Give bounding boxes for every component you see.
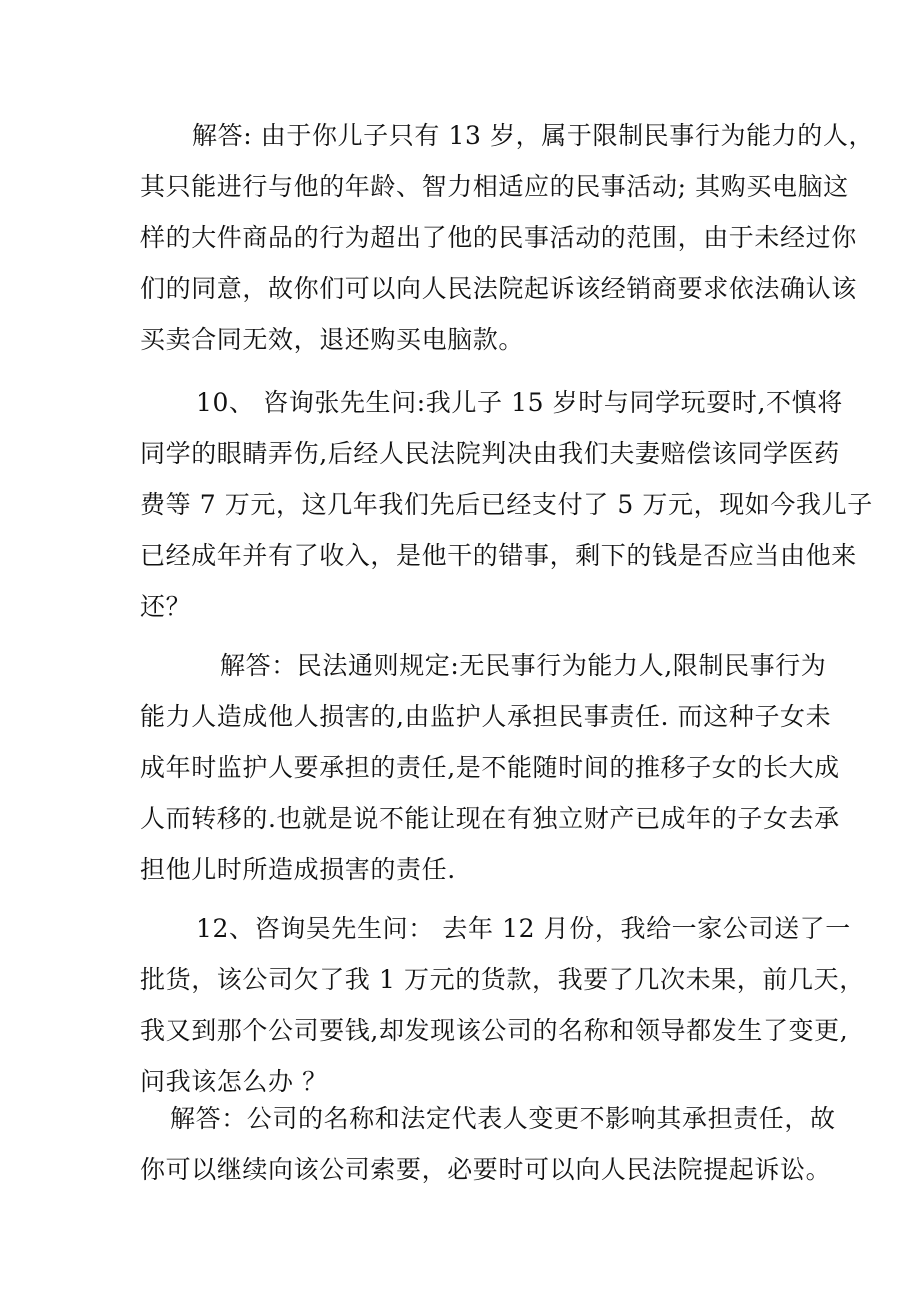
text-line: 已经成年并有了收入，是他干的错事，剩下的钱是否应当由他来 [140, 541, 857, 570]
answer-paragraph-computer-purchase [140, 110, 875, 365]
text-line: 们的同意，故你们可以向人民法院起诉该经销商要求依法确认该 [140, 274, 857, 303]
text-line: 解答：民法通则规定:无民事行为能力人,限制民事行为 [220, 651, 827, 680]
text-line: 问我该怎么办 ？ [140, 1067, 328, 1096]
text-line: 同学的眼睛弄伤,后经人民法院判决由我们夫妻赔偿该同学医药 [140, 439, 840, 468]
text-line: 其只能进行与他的年龄、智力相适应的民事活动; 其购买电脑这 [140, 172, 849, 201]
question-paragraph-10 [140, 377, 873, 632]
text-line: 你可以继续向该公司索要，必要时可以向人民法院提起诉讼。 [140, 1155, 832, 1184]
text-line: 成年时监护人要承担的责任,是不能随时间的推移子女的长大成 [140, 753, 840, 782]
answer-paragraph-12 [140, 1093, 836, 1195]
text-line: 还？ [140, 592, 192, 621]
text-line: 批货，该公司欠了我 1 万元的货款，我要了几次未果，前几天， [140, 965, 865, 994]
text-line: 我又到那个公司要钱,却发现该公司的名称和领导都发生了变更, [140, 1016, 849, 1045]
text-line: 解答: 由于你儿子只有 13 岁，属于限制民事行为能力的人， [192, 121, 875, 150]
text-line: 样的大件商品的行为超出了他的民事活动的范围，由于未经过你 [140, 223, 857, 252]
text-line: 12、咨询吴先生问： 去年 12 月份，我给一家公司送了一 [196, 914, 851, 943]
text-line: 买卖合同无效，退还购买电脑款。 [140, 325, 525, 354]
text-line: 能力人造成他人损害的,由监护人承担民事责任. 而这种子女未 [140, 702, 832, 731]
text-line: 费等 7 万元，这几年我们先后已经支付了 5 万元，现如今我儿子 [140, 490, 873, 519]
question-paragraph-12 [140, 903, 865, 1107]
text-line: 担他儿时所造成损害的责任. [140, 855, 456, 884]
text-line: 人而转移的.也就是说不能让现在有独立财产已成年的子女去承 [140, 804, 840, 833]
answer-paragraph-10 [140, 640, 840, 895]
text-line: 解答：公司的名称和法定代表人变更不影响其承担责任，故 [170, 1104, 836, 1133]
text-line: 10、 咨询张先生问:我儿子 15 岁时与同学玩耍时,不慎将 [196, 388, 843, 417]
